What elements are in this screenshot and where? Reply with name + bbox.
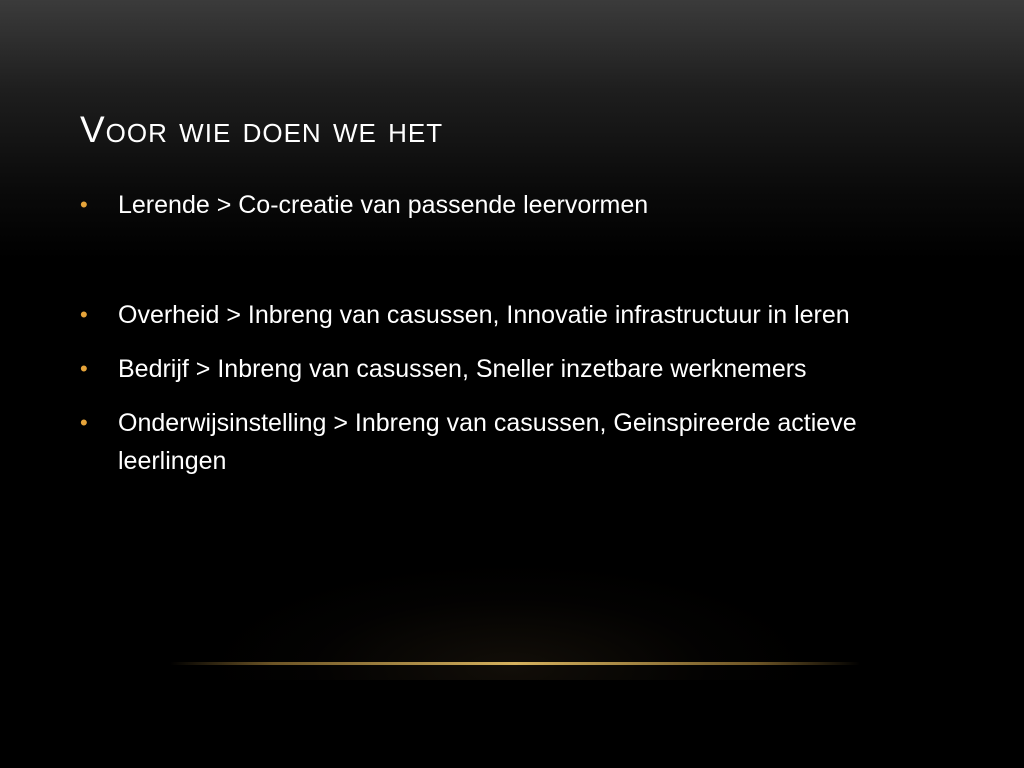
bullet-item <box>80 296 880 334</box>
bullet-text: Overheid > Inbreng van casussen, Innovatie infrastructuur in leren <box>118 301 850 329</box>
bullet-item <box>80 350 880 388</box>
bullet-list <box>80 186 880 496</box>
bullet-icon: • <box>80 410 88 435</box>
bullet-item <box>80 186 880 224</box>
bullet-icon: • <box>80 302 88 327</box>
bullet-item <box>80 404 880 480</box>
bullet-icon: • <box>80 192 88 217</box>
bullet-text: Onderwijsinstelling > Inbreng van casussen, Geinspireerde actieve leerlingen <box>118 409 857 475</box>
bullet-icon: • <box>80 356 88 381</box>
bullet-text: Lerende > Co-creatie van passende leervormen <box>118 191 649 219</box>
bullet-text: Bedrijf > Inbreng van casussen, Sneller inzetbare werknemers <box>118 355 807 383</box>
slide-title: Voor wie doen we het <box>80 109 444 150</box>
gold-divider-line <box>170 662 860 665</box>
